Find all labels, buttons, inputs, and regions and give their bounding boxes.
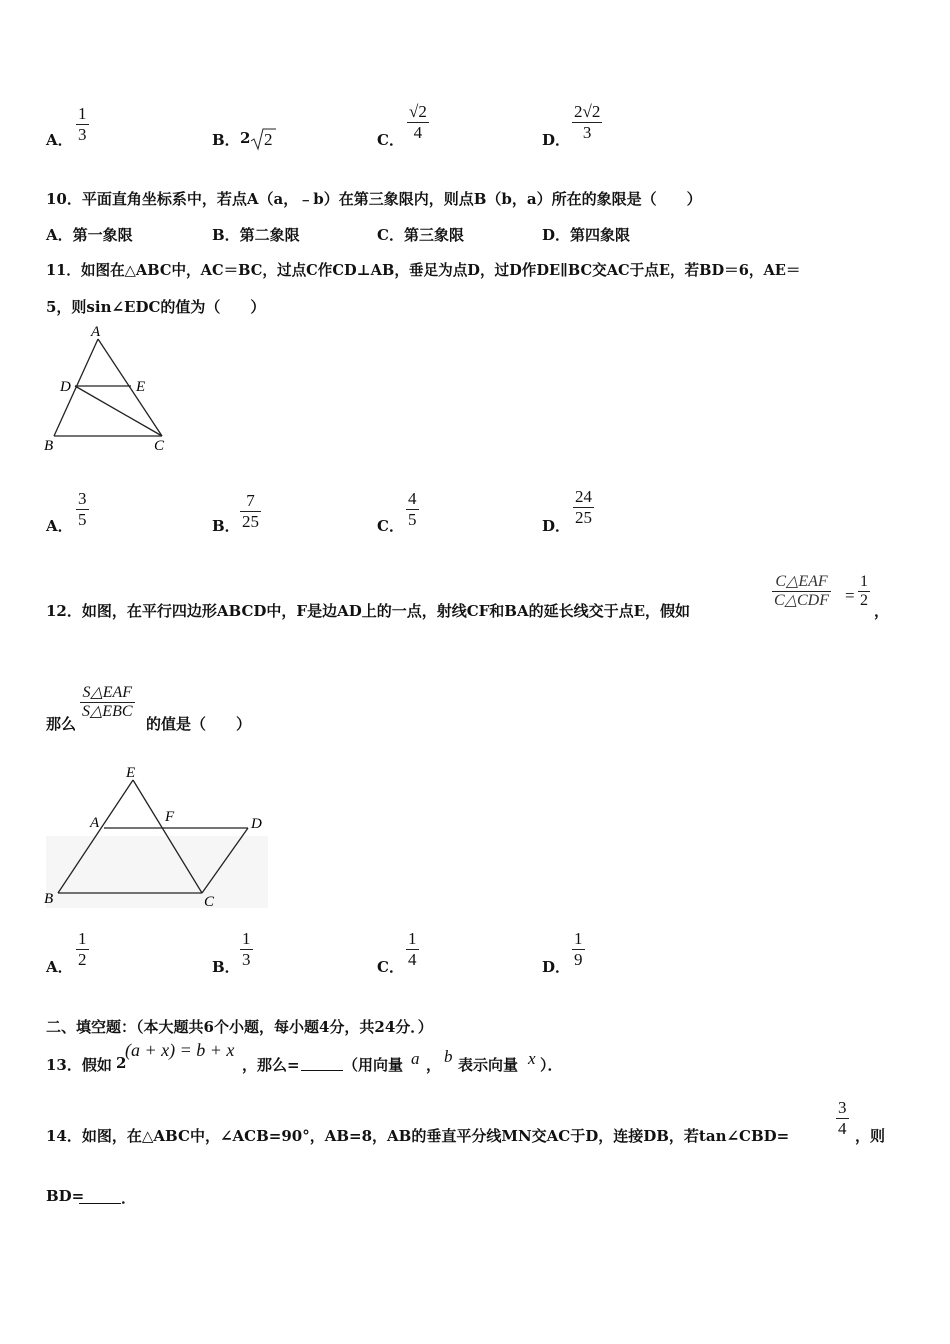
q9-option-d-letter: D．	[542, 131, 571, 149]
q14-after: ，则	[855, 1127, 886, 1145]
q11-option-b-fraction	[240, 491, 261, 531]
fraction-numerator: 3	[838, 1098, 847, 1117]
label-d: D	[60, 379, 71, 395]
q13-end: ）．	[540, 1056, 563, 1074]
q10-option-c: C．第三象限	[377, 226, 464, 244]
fraction-denominator: 9	[574, 949, 583, 969]
q12-suffix: 的值是（ ）	[146, 715, 252, 733]
q9-option-b-letter: B．	[212, 131, 240, 149]
q9-option-a-fraction	[76, 104, 89, 144]
q13-var-a: a	[411, 1049, 420, 1068]
label-b: B	[44, 891, 54, 907]
q12-option-c-fraction	[406, 929, 419, 969]
q12-comma: ，	[874, 602, 890, 620]
q12-option-d-letter: D．	[542, 958, 571, 976]
fraction-numerator: √2	[409, 102, 427, 121]
fraction-denominator: 2	[860, 592, 868, 610]
q12-perimeter-ratio	[772, 573, 831, 611]
q12-option-b-fraction	[240, 929, 253, 969]
q13-var-b: b	[444, 1047, 453, 1066]
q11-option-d-letter: D．	[542, 517, 571, 535]
q13-equation: (a + x) = b + x	[125, 1040, 235, 1060]
q12-prefix: 那么	[46, 715, 77, 733]
fraction-numerator: 2√2	[574, 102, 601, 121]
fraction-numerator: C△EAF	[775, 573, 828, 590]
q12-area-ratio	[80, 684, 135, 722]
q13-sep: ，	[426, 1056, 442, 1074]
q12-option-a-fraction	[76, 929, 89, 969]
q10-option-d: D．第四象限	[542, 226, 631, 244]
q10-question-text: 10．平面直角坐标系中，若点A（a，﹣b）在第三象限内，则点B（b，a）所在的象限是（ ）	[46, 190, 702, 208]
q12-option-a-letter: A．	[46, 958, 73, 976]
q11-triangle-figure	[40, 322, 180, 456]
q9-option-c-letter: C．	[377, 131, 404, 149]
q11-question-line1: 11．如图在△ABC中，AC＝BC，过点C作CD⊥AB，垂足为点D，过D作DE∥BC交AC于点E，若BD＝6，AE＝	[46, 262, 801, 279]
q12-ratio-value	[858, 573, 870, 611]
label-e: E	[126, 765, 136, 781]
fraction-numerator: 24	[575, 487, 592, 506]
fraction-numerator: 1	[78, 104, 87, 123]
q12-parallelogram-figure	[40, 760, 272, 912]
label-e: E	[136, 379, 146, 395]
fraction-denominator: C△CDF	[774, 592, 829, 610]
fraction-denominator: 5	[78, 509, 87, 529]
q13-paren-open: （用向量	[343, 1056, 404, 1074]
q11-option-c-letter: C．	[377, 517, 404, 535]
label-d: D	[251, 816, 262, 832]
q13-prefix: 13．假如	[46, 1056, 112, 1074]
fraction-denominator: 25	[242, 511, 259, 531]
q11-option-d-fraction	[573, 487, 594, 527]
label-f: F	[165, 809, 175, 825]
q9-option-d-fraction	[572, 102, 602, 142]
q9-option-b-coef: 2	[240, 129, 251, 147]
q14-end: ．	[121, 1189, 137, 1207]
q11-option-a-fraction	[76, 489, 89, 529]
q12-option-b-letter: B．	[212, 958, 240, 976]
q13-var-x: x	[528, 1049, 536, 1068]
q13-answer-blank[interactable]	[301, 1056, 343, 1071]
q13-coef: 2	[116, 1054, 127, 1072]
fraction-numerator: 1	[860, 573, 868, 590]
fraction-denominator: 2	[78, 949, 87, 969]
fraction-denominator: 3	[78, 124, 87, 144]
q10-option-b: B．第二象限	[212, 226, 300, 244]
fraction-numerator: 3	[78, 489, 87, 508]
q12-equals: =	[845, 586, 855, 605]
q12-option-d-fraction	[572, 929, 585, 969]
fraction-denominator: 4	[413, 122, 423, 142]
fraction-denominator: 5	[408, 509, 417, 529]
q11-option-b-letter: B．	[212, 517, 240, 535]
q14-answer-blank[interactable]	[79, 1189, 121, 1204]
fraction-numerator: 1	[574, 929, 583, 948]
fraction-numerator: 1	[78, 929, 87, 948]
q14-line2: BD=	[46, 1187, 85, 1205]
label-b: B	[44, 438, 54, 454]
q9-option-b-radicand: 2	[264, 130, 273, 149]
q11-option-c-fraction	[406, 489, 419, 529]
q12-question-text: 12．如图，在平行四边形ABCD中，F是边AD上的一点，射线CF和BA的延长线交于点E，假如	[46, 602, 691, 620]
q11-option-a-letter: A．	[46, 517, 73, 535]
q11-question-line2: 5，则sin∠EDC的值为（ ）	[46, 298, 266, 316]
fraction-numerator: 1	[242, 929, 251, 948]
q14-question-text: 14．如图，在△ABC中，∠ACB=90°，AB=8，AB的垂直平分线MN交AC于D，连接DB，若tan∠CBD=	[46, 1127, 790, 1145]
q14-tan-fraction	[836, 1098, 849, 1138]
q9-option-c-fraction	[407, 102, 429, 142]
q13-tail: 表示向量	[458, 1056, 519, 1074]
fraction-numerator: 7	[246, 491, 255, 510]
label-a: A	[90, 815, 100, 831]
section-title: 二、填空题：（本大题共6个小题，每小题4分，共24分．）	[46, 1018, 433, 1036]
fraction-denominator: S△EBC	[82, 703, 133, 721]
q12-option-c-letter: C．	[377, 958, 404, 976]
label-a: A	[91, 324, 101, 340]
fraction-numerator: 4	[408, 489, 417, 508]
q13-middle: ，那么=	[242, 1056, 300, 1074]
q9-option-a-letter: A．	[46, 131, 73, 149]
label-c: C	[154, 438, 165, 454]
fraction-numerator: S△EAF	[82, 684, 133, 701]
label-c: C	[204, 894, 215, 910]
fraction-denominator: 25	[575, 507, 592, 527]
fraction-denominator: 4	[408, 949, 417, 969]
q10-option-a: A．第一象限	[46, 226, 133, 244]
fraction-denominator: 3	[242, 949, 251, 969]
fraction-denominator: 3	[582, 122, 592, 142]
fraction-numerator: 1	[408, 929, 417, 948]
fraction-denominator: 4	[838, 1118, 847, 1138]
